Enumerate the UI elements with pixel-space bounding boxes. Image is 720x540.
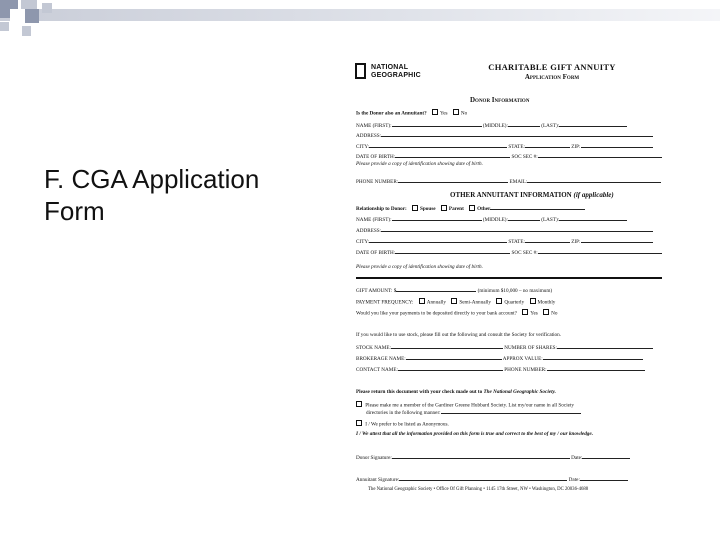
- other-checkbox[interactable]: [469, 205, 475, 211]
- gift-amount-label: GIFT AMOUNT: $: [356, 288, 397, 294]
- annuitant-question: Is the Donor also an Annuitant?: [356, 110, 427, 117]
- return-note: Please return this document with your check made out to The National Geographic Society.: [356, 389, 556, 395]
- logo-line-1: NATIONAL: [371, 64, 409, 71]
- stock-name-row: STOCK NAME: NUMBER OF SHARES:: [356, 343, 653, 352]
- contact-row: CONTACT NAME: PHONE NUMBER:: [356, 365, 645, 374]
- num-shares-field[interactable]: [557, 343, 653, 349]
- annuitant-question-row: [356, 109, 467, 118]
- first-name-field[interactable]: [392, 121, 482, 127]
- last-label: (LAST):: [541, 123, 560, 129]
- stock-name-field[interactable]: [391, 343, 503, 349]
- other-annuitant-heading: OTHER ANNUITANT INFORMATION (if applicable): [450, 191, 614, 199]
- other-id-note: Please provide a copy of identification showing date of birth.: [356, 264, 483, 270]
- last-name-field[interactable]: [559, 121, 627, 127]
- approx-value-field[interactable]: [543, 354, 643, 360]
- logo-line-2: GEOGRAPHIC: [371, 72, 421, 79]
- spouse-checkbox[interactable]: [412, 205, 418, 211]
- city-label: CITY:: [356, 144, 370, 150]
- form-footer: The National Geographic Society • Office Of Gift Planning • 1145 17th Street, NW • Washington, DC 20036-4688: [368, 487, 589, 492]
- donor-phone-row: [356, 177, 661, 186]
- member-row-2: directories in the following manner:: [366, 408, 581, 417]
- donor-signature-row: Donor Signature: Date:: [356, 453, 630, 462]
- payment-frequency-label: PAYMENT FREQUENCY:: [356, 299, 414, 306]
- attestation: I / We attest that all the information provided on this form is true and correct to the best of my / our knowledge.: [356, 431, 594, 437]
- email-label: EMAIL:: [509, 179, 528, 185]
- corner-square-3: [10, 9, 25, 24]
- member-listing-field[interactable]: [441, 408, 581, 414]
- anonymous-checkbox[interactable]: [356, 420, 362, 426]
- gift-note: (minimum $10,000 – no maximum): [477, 288, 553, 294]
- yes-label: Yes: [439, 110, 448, 117]
- address-label: ADDRESS:: [356, 133, 382, 139]
- email-field[interactable]: [527, 177, 661, 183]
- donor-dob-row: [356, 152, 662, 161]
- other-field[interactable]: [490, 204, 585, 210]
- other-dob-field[interactable]: [395, 248, 510, 254]
- middle-label: (MIDDLE):: [482, 123, 508, 129]
- semi-annually-checkbox[interactable]: [451, 298, 457, 304]
- other-zip-field[interactable]: [581, 237, 653, 243]
- section-divider: [356, 277, 662, 279]
- state-field[interactable]: [525, 142, 570, 148]
- phone-label: PHONE NUMBER:: [356, 179, 399, 185]
- phone-field[interactable]: [398, 177, 508, 183]
- deposit-row: Would you like your payments to be deposited directly to your bank account? Yes No: [356, 310, 558, 317]
- other-city-field[interactable]: [369, 237, 507, 243]
- middle-name-field[interactable]: [508, 121, 540, 127]
- other-city-row: CITY: STATE: ZIP:: [356, 237, 653, 246]
- other-state-field[interactable]: [525, 237, 570, 243]
- stock-intro: If you would like to use stock, please fill out the following and consult the Society for verification.: [356, 332, 562, 338]
- parent-checkbox[interactable]: [441, 205, 447, 211]
- donor-date-field[interactable]: [582, 453, 630, 459]
- other-name-row: NAME (FIRST): (MIDDLE): (LAST):: [356, 215, 627, 224]
- donor-heading: Donor Information: [470, 96, 530, 104]
- soc-field[interactable]: [538, 152, 662, 158]
- donor-city-row: [356, 142, 653, 151]
- other-middle-name-field[interactable]: [508, 215, 540, 221]
- other-address-row: ADDRESS:: [356, 226, 653, 235]
- relationship-label: Relationship to Donor:: [356, 206, 407, 212]
- corner-square-2: [21, 0, 37, 9]
- deposit-question: Would you like your payments to be deposited directly to your bank account?: [356, 310, 517, 317]
- other-first-name-field[interactable]: [392, 215, 482, 221]
- donor-signature-field[interactable]: [392, 453, 570, 459]
- no-checkbox[interactable]: [453, 109, 459, 115]
- corner-square-4: [25, 9, 39, 23]
- other-soc-field[interactable]: [538, 248, 662, 254]
- other-dob-row: DATE OF BIRTH: SOC SEC #:: [356, 248, 662, 257]
- deposit-yes-checkbox[interactable]: [522, 309, 528, 315]
- application-form-document: [354, 56, 664, 496]
- header-stripe: [0, 9, 720, 21]
- annuitant-date-field[interactable]: [580, 475, 628, 481]
- gift-amount-row: [356, 286, 552, 295]
- other-address-field[interactable]: [381, 226, 653, 232]
- annually-checkbox[interactable]: [419, 298, 425, 304]
- form-subtitle: Application Form: [524, 73, 580, 81]
- form-title: CHARITABLE GIFT ANNUITY: [488, 62, 616, 72]
- yes-checkbox[interactable]: [432, 109, 438, 115]
- zip-field[interactable]: [581, 142, 653, 148]
- soc-label: SOC SEC #:: [511, 154, 538, 160]
- quarterly-checkbox[interactable]: [496, 298, 502, 304]
- national-geographic-logo: [354, 62, 434, 84]
- yellow-frame-icon: [355, 63, 366, 79]
- corner-square-5: [42, 3, 52, 13]
- monthly-checkbox[interactable]: [530, 298, 536, 304]
- zip-label: ZIP:: [571, 144, 581, 150]
- deposit-no-checkbox[interactable]: [543, 309, 549, 315]
- donor-name-row: [356, 121, 627, 130]
- dob-label: DATE OF BIRTH:: [356, 154, 396, 160]
- annuitant-signature-field[interactable]: [399, 475, 567, 481]
- no-label: No: [460, 110, 468, 117]
- state-label: STATE:: [508, 144, 525, 150]
- relationship-row: Relationship to Donor: Spouse Parent Other: [356, 204, 585, 213]
- gift-amount-field[interactable]: [396, 286, 476, 292]
- name-first-label: NAME (FIRST):: [356, 123, 392, 129]
- payment-frequency-row: PAYMENT FREQUENCY: Annually Semi-Annually Quarterly Monthly: [356, 299, 556, 306]
- address-field[interactable]: [381, 131, 653, 137]
- dob-field[interactable]: [395, 152, 510, 158]
- donor-id-note: Please provide a copy of identification showing date of birth.: [356, 161, 483, 167]
- contact-field[interactable]: [398, 365, 503, 371]
- donor-address-row: [356, 131, 653, 140]
- contact-phone-field[interactable]: [547, 365, 645, 371]
- slide-title: F. CGA Application Form: [44, 164, 260, 226]
- brokerage-field[interactable]: [406, 354, 502, 360]
- annuitant-signature-row: Annuitant Signature: Date:: [356, 475, 628, 484]
- anonymous-row: I / We prefer to be listed as Anonymous.: [356, 420, 449, 429]
- corner-square-7: [22, 26, 31, 36]
- member-checkbox[interactable]: [356, 401, 362, 407]
- city-field[interactable]: [369, 142, 507, 148]
- other-last-name-field[interactable]: [559, 215, 627, 221]
- member-row: Please make me a member of the Gardiner Greene Hubbard Society. List my/our name in all Society: [356, 401, 574, 410]
- brokerage-row: BROKERAGE NAME: APPROX VALUE:: [356, 354, 643, 363]
- corner-square-6: [0, 22, 9, 31]
